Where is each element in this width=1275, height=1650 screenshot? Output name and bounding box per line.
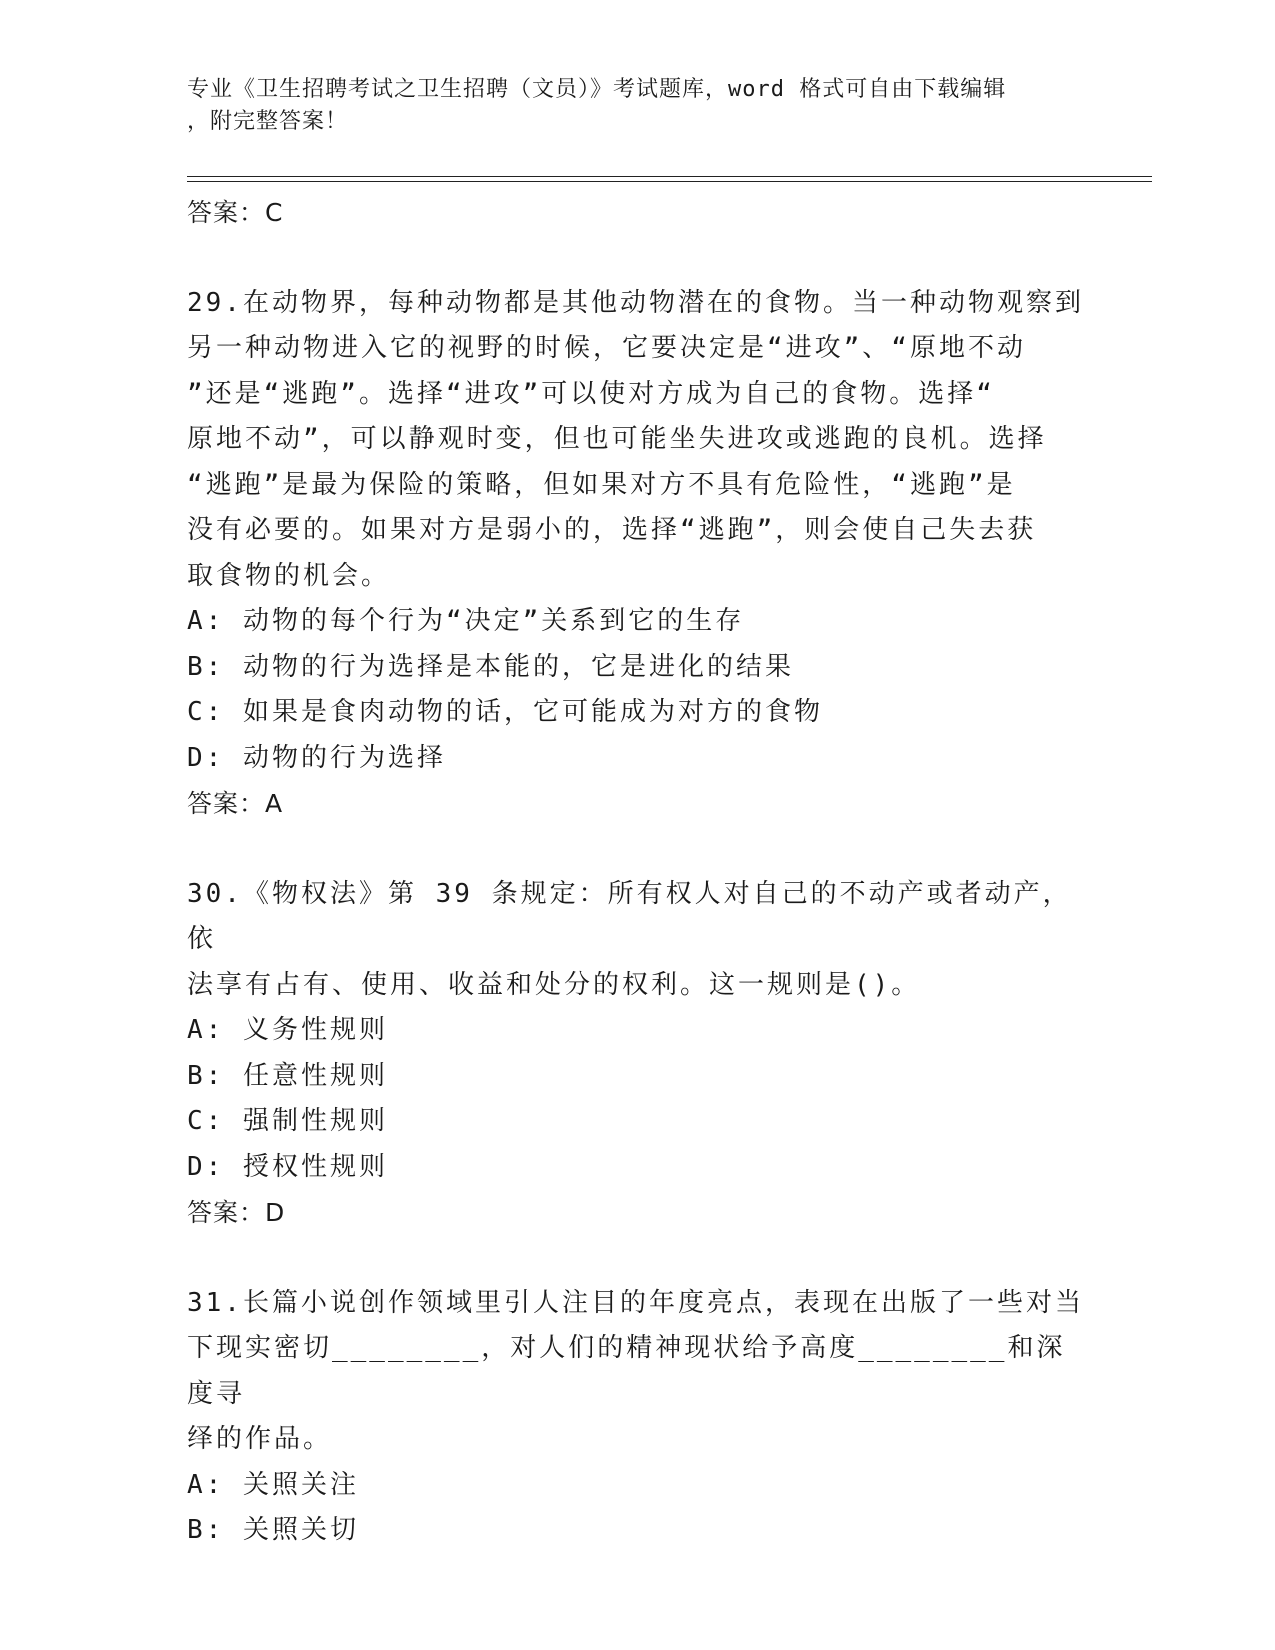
document-header (187, 74, 1087, 138)
question-31 (187, 1281, 1087, 1554)
option-b: B: 动物的行为选择是本能的，它是进化的结果 (187, 651, 794, 682)
header-line-1: 专业《卫生招聘考试之卫生招聘（文员）》考试题库，word 格式可自由下载编辑 (187, 77, 1007, 102)
answer-label: 答案：A (187, 789, 284, 818)
option-b: B: 关照关切 (187, 1515, 359, 1545)
option-c: C: 如果是食肉动物的话，它可能成为对方的食物 (187, 697, 823, 727)
question-text-line: 原地不动”，可以静观时变，但也可能坐失进攻或逃跑的良机。选择 (187, 424, 1047, 454)
question-content (187, 190, 1087, 1554)
spacer (187, 236, 1087, 281)
question-30 (187, 872, 1087, 1236)
option-b: B: 任意性规则 (187, 1060, 388, 1091)
option-d: D: 动物的行为选择 (187, 742, 446, 773)
question-text-line: 下现实密切________，对人们的精神现状给予高度________和深度寻 (187, 1333, 1066, 1409)
spacer (187, 1236, 1087, 1281)
option-d: D: 授权性规则 (187, 1151, 388, 1182)
spacer (187, 827, 1087, 872)
header-line-2: ，附完整答案！ (187, 109, 349, 134)
question-29 (187, 281, 1087, 827)
question-text-line: 31.长篇小说创作领域里引人注目的年度亮点，表现在出版了一些对当 (187, 1287, 1084, 1318)
question-text-line: 30.《物权法》第 39 条规定：所有权人对自己的不动产或者动产，依 (187, 878, 1072, 954)
previous-answer: 答案：C (187, 198, 284, 227)
question-text-line: 没有必要的。如果对方是弱小的，选择“逃跑”，则会使自己失去获 (187, 515, 1037, 545)
question-text-line: “逃跑”是最为保险的策略，但如果对方不具有危险性，“逃跑”是 (187, 469, 1016, 500)
header-divider (187, 176, 1152, 182)
question-text-line: 29.在动物界，每种动物都是其他动物潜在的食物。当一种动物观察到 (187, 287, 1084, 318)
option-a: A: 关照关注 (187, 1469, 359, 1500)
question-text-line: 绎的作品。 (187, 1424, 333, 1454)
question-text-line: ”还是“逃跑”。选择“进攻”可以使对方成为自己的食物。选择“ (187, 378, 995, 409)
answer-label: 答案：D (187, 1198, 286, 1227)
question-text-line: 另一种动物进入它的视野的时候，它要决定是“进攻”、“原地不动 (187, 333, 1026, 363)
question-text-line: 取食物的机会。 (187, 560, 391, 591)
option-a: A: 义务性规则 (187, 1015, 388, 1045)
option-c: C: 强制性规则 (187, 1106, 388, 1136)
option-a: A: 动物的每个行为“决定”关系到它的生存 (187, 606, 745, 636)
question-text-line: 法享有占有、使用、收益和处分的权利。这一规则是()。 (187, 969, 921, 1000)
